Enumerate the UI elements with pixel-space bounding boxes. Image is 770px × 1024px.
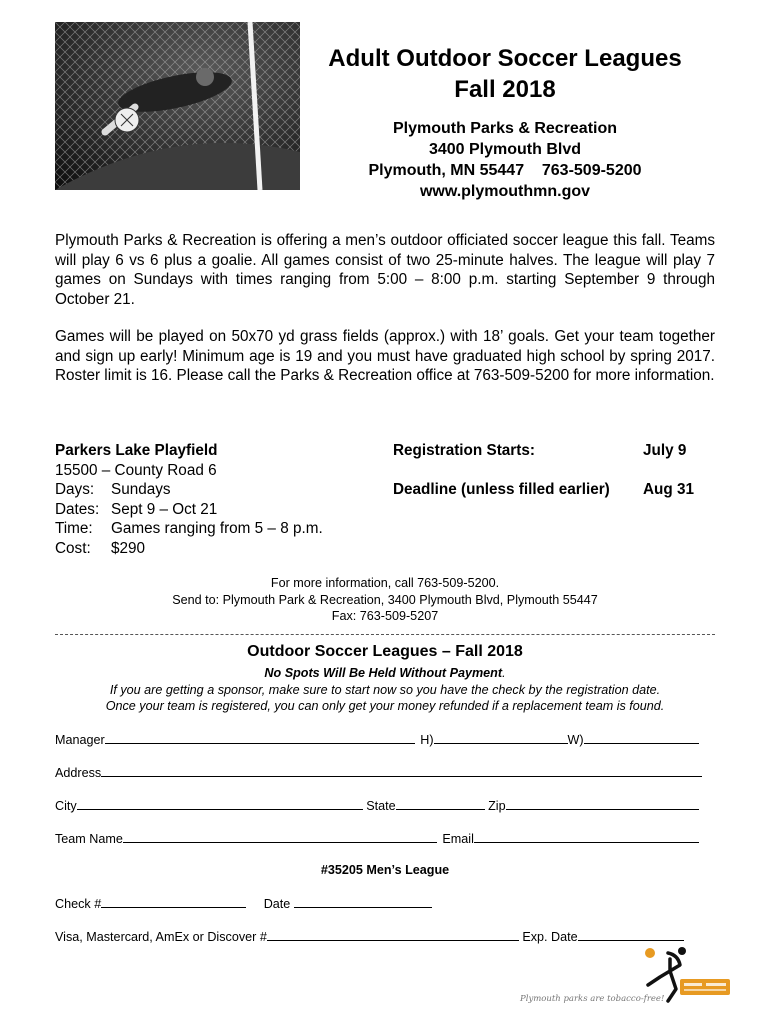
org-city-phone: Plymouth, MN 55447 763-509-5200 xyxy=(368,162,642,179)
org-name: Plymouth Parks & Recreation xyxy=(392,120,618,137)
email-label: Email xyxy=(442,832,474,846)
card-number-field[interactable] xyxy=(267,929,519,941)
payment-notice xyxy=(55,665,715,681)
intro-paragraph-2: Games will be played on 50x70 yd grass fields (approx.) with 18’ goals. Get your team together and sign up early! Minimum age is 19 and you must have graduated high school by spring 2017. Roster limit is 16. Please call the Parks & Recreation office at 763-509-5200 for more information. xyxy=(55,328,715,384)
state-label: State xyxy=(366,799,396,813)
cost-value: $290 xyxy=(111,540,146,557)
card-row xyxy=(55,929,684,944)
team-row xyxy=(55,831,699,846)
home-phone-label: H) xyxy=(420,733,434,747)
form-heading: Outdoor Soccer Leagues – Fall 2018 xyxy=(247,643,523,660)
dates-label: Dates: xyxy=(55,501,100,518)
city-label: City xyxy=(55,799,77,813)
dates-value: Sept 9 – Oct 21 xyxy=(111,501,218,518)
cost-label: Cost: xyxy=(55,540,91,557)
date-label: Date xyxy=(263,897,291,911)
time-value: Games ranging from 5 – 8 p.m. xyxy=(111,520,323,537)
work-phone-field[interactable] xyxy=(584,732,699,744)
email-field[interactable] xyxy=(474,831,699,843)
refund-note: Once your team is registered, you can only get your money refunded if a replacement team is found. xyxy=(105,699,665,713)
address-field[interactable] xyxy=(101,765,702,777)
exp-date-field[interactable] xyxy=(578,929,684,941)
contact-fax: Fax: 763-509-5207 xyxy=(331,609,439,623)
days-label: Days: xyxy=(55,481,95,498)
contact-send-to: Send to: Plymouth Park & Recreation, 3400 Plymouth Blvd, Plymouth 55447 xyxy=(172,593,598,607)
city-row xyxy=(55,798,699,813)
work-phone-label: W) xyxy=(567,733,584,747)
intro-paragraph-1: Plymouth Parks & Recreation is offering a men’s outdoor officiated soccer league this fall. Teams will play 6 vs 6 plus a goalie. All games consist of two 25-minute halves. The league will play 7 games on Sundays with times ranging from 5:00 – 8:00 p.m. starting September 9 through October 21. xyxy=(55,232,715,308)
address-row xyxy=(55,765,702,780)
address-label: Address xyxy=(55,766,102,780)
state-field[interactable] xyxy=(396,798,485,810)
manager-row xyxy=(55,732,699,747)
zip-label: Zip xyxy=(488,799,506,813)
org-website[interactable]: www.plymouthmn.gov xyxy=(419,183,591,200)
days-value: Sundays xyxy=(111,481,171,498)
page-subtitle: Fall 2018 xyxy=(454,76,556,103)
payment-notice-text: No Spots Will Be Held Without Payment xyxy=(264,666,503,680)
check-number-field[interactable] xyxy=(101,896,246,908)
exp-date-label: Exp. Date xyxy=(522,930,578,944)
manager-field[interactable] xyxy=(105,732,415,744)
zip-field[interactable] xyxy=(506,798,699,810)
sponsor-note: If you are getting a sponsor, make sure to start now so you have the check by the registration date. xyxy=(109,683,661,697)
manager-label: Manager xyxy=(55,733,105,747)
card-number-label: Visa, Mastercard, AmEx or Discover # xyxy=(55,930,267,944)
city-field[interactable] xyxy=(77,798,363,810)
registration-label: Registration Starts: xyxy=(393,442,535,459)
check-row xyxy=(55,896,432,911)
org-address: 3400 Plymouth Blvd xyxy=(428,141,582,158)
team-name-label: Team Name xyxy=(55,832,123,846)
date-field[interactable] xyxy=(294,896,432,908)
payment-notice-period: . xyxy=(502,666,506,680)
soccer-goalie-photo xyxy=(55,22,300,190)
location-street: 15500 – County Road 6 xyxy=(55,462,217,479)
time-label: Time: xyxy=(55,520,93,537)
tobacco-free-logo xyxy=(520,945,735,1010)
contact-phone: For more information, call 763-509-5200. xyxy=(270,576,500,590)
registration-date: July 9 xyxy=(643,442,687,459)
team-name-field[interactable] xyxy=(123,831,437,843)
tobacco-free-text: Plymouth parks are tobacco-free! xyxy=(520,994,665,1004)
location-name: Parkers Lake Playfield xyxy=(55,442,218,459)
deadline-date: Aug 31 xyxy=(643,481,694,498)
home-phone-field[interactable] xyxy=(434,732,568,744)
deadline-label: Deadline (unless filled earlier) xyxy=(393,481,610,498)
cut-line-divider xyxy=(55,634,715,635)
league-number: #35205 Men’s League xyxy=(320,863,450,877)
page-title: Adult Outdoor Soccer Leagues xyxy=(328,45,682,72)
check-number-label: Check # xyxy=(55,897,102,911)
